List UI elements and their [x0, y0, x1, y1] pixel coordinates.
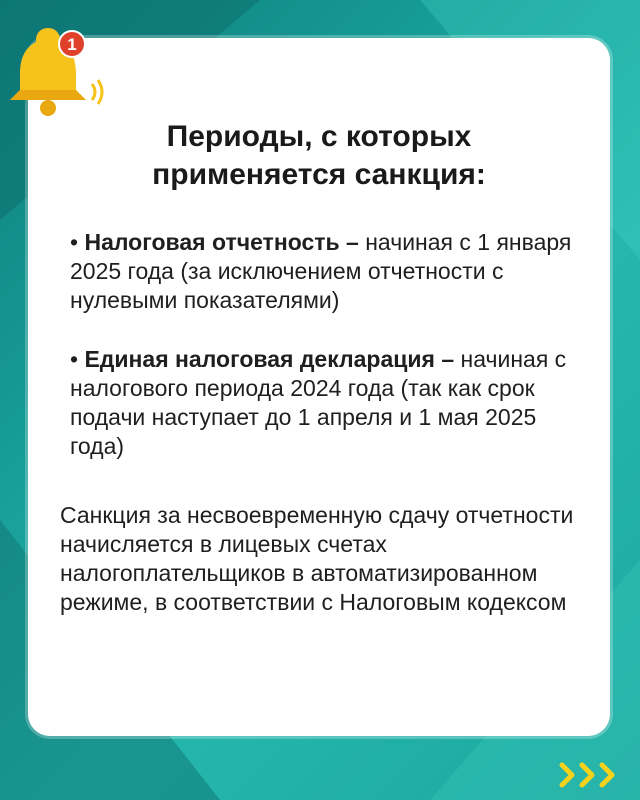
bell-icon — [0, 20, 110, 120]
content-card — [28, 38, 610, 736]
bullet-marker: • — [70, 229, 79, 255]
bullet-heading: Налоговая отчетность – — [84, 229, 359, 255]
bullet-marker: • — [70, 346, 79, 372]
bullet-item-unified-declaration — [60, 345, 582, 461]
bullet-item-tax-reporting — [60, 228, 582, 315]
notification-count: 1 — [67, 35, 77, 54]
sanction-paragraph: Санкция за несвоевременную сдачу отчетности начисляется в лицевых счетах налогоплательщиков в автоматизированном режиме, в соответствии с Налоговым кодексом — [60, 502, 574, 615]
chevrons-right-icon[interactable] — [558, 760, 622, 790]
bullet-text: начиная с налогового периода 2024 года (так как срок подачи наступает до 1 апреля и 1 мая 2025 года) — [70, 346, 567, 459]
bullet-heading: Единая налоговая декларация – — [84, 346, 455, 372]
page-title: Периоды, с которых применяется санкция: — [152, 120, 486, 191]
bullet-text: начиная с 1 января 2025 года (за исключением отчетности с нулевыми показателями) — [70, 229, 572, 313]
